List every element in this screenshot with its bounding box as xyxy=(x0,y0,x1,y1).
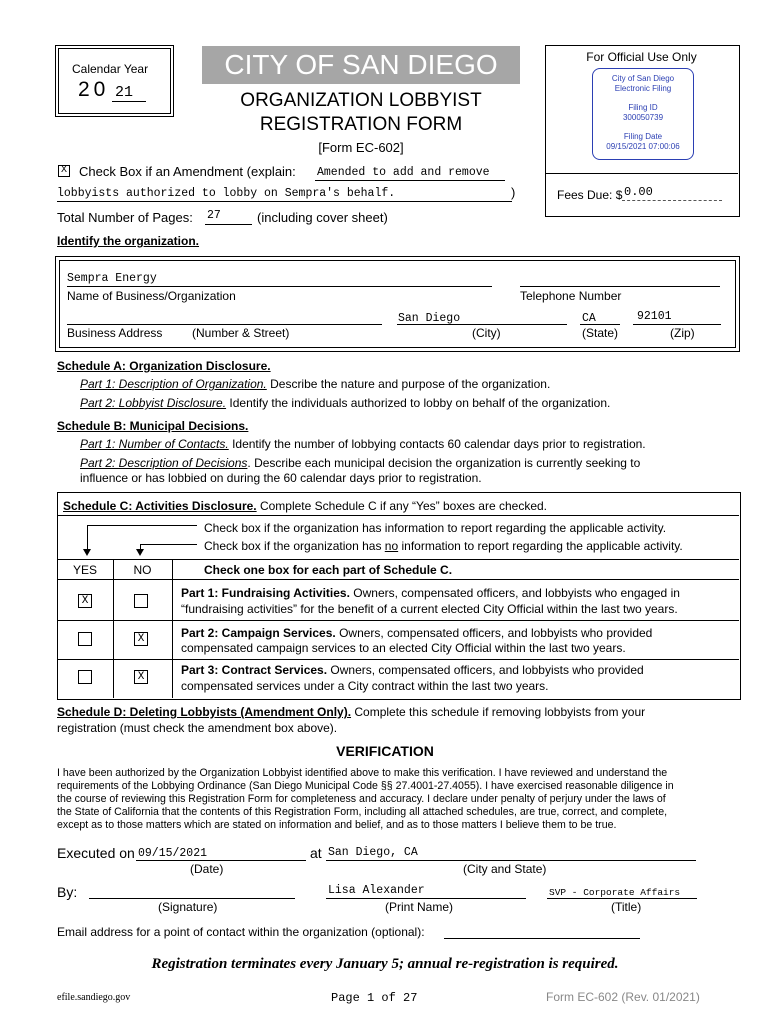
schedule-a-part1-title: Part 1: Description of Organization. xyxy=(80,377,267,391)
schedule-b-part1-text: Identify the number of lobbying contacts 60 calendar days prior to registration. xyxy=(228,437,646,451)
part2-line2: compensated campaign services to an elected City Official within the last two years. xyxy=(181,641,626,655)
part3-line2: compensated services under a City contract within the last two years. xyxy=(181,679,549,693)
schedule-c-title-text: Complete Schedule C if any “Yes” boxes are checked. xyxy=(256,499,548,513)
no-note xyxy=(204,539,683,553)
signature-line[interactable] xyxy=(89,898,295,899)
schedule-d-text1: Complete this schedule if removing lobbyists from your xyxy=(351,705,646,719)
zip-value[interactable]: 92101 xyxy=(637,310,672,323)
address-sub-label: (Number & Street) xyxy=(192,326,290,340)
no-note-no: no xyxy=(384,539,399,553)
part2-title: Part 2: Campaign Services. xyxy=(181,626,336,640)
schedule-b-part1-title: Part 1: Number of Contacts. xyxy=(80,437,229,451)
at-label: at xyxy=(310,845,322,861)
verification-line5: except as to those matters which are stated on information and belief, and as to those matters I believe them to be true. xyxy=(57,819,617,831)
state-value[interactable]: CA xyxy=(582,312,596,325)
org-name-label: Name of Business/Organization xyxy=(67,289,236,303)
schedule-b-title: Schedule B: Municipal Decisions. xyxy=(57,419,249,433)
part3-text1: Owners, compensated officers, and lobbyists who provided xyxy=(327,663,644,677)
schedule-b-part2 xyxy=(80,456,640,470)
part3-no-checkbox[interactable]: X xyxy=(134,670,148,684)
no-note-post: information to report regarding the applicable activity. xyxy=(398,539,683,553)
col-yes-header: YES xyxy=(72,563,97,577)
print-name-label: (Print Name) xyxy=(385,900,454,914)
city-line xyxy=(397,324,567,325)
city-value[interactable]: San Diego xyxy=(398,312,461,325)
email-label: Email address for a point of contact within the organization (optional): xyxy=(57,925,425,939)
part3-yes-checkbox[interactable] xyxy=(78,670,92,684)
zip-line xyxy=(633,324,721,325)
part2-text1: Owners, compensated officers, and lobbyists who provided xyxy=(335,626,653,640)
schedule-a-part2-title: Part 2: Lobbyist Disclosure. xyxy=(80,396,227,410)
phone-label: Telephone Number xyxy=(520,289,622,303)
schedule-d-title: Schedule D: Deleting Lobbyists (Amendment Only). xyxy=(57,705,352,719)
amendment-close: ) xyxy=(511,185,516,200)
form-code: [Form EC-602] xyxy=(318,140,404,155)
part1-no-checkbox[interactable] xyxy=(134,594,148,608)
executed-place[interactable]: San Diego, CA xyxy=(328,846,418,859)
address-line xyxy=(67,324,382,325)
amendment-line2-underline xyxy=(57,201,512,202)
verification-heading: VERIFICATION xyxy=(336,743,434,759)
total-pages-value[interactable]: 27 xyxy=(207,209,221,222)
official-use-divider xyxy=(545,173,738,174)
email-line[interactable] xyxy=(444,938,640,939)
fees-line xyxy=(622,200,722,201)
verification-line2: requirements of the Lobbying Ordinance (San Diego Municipal Code §§ 27.4001-27.4055). I have exercised reasonable diligence in xyxy=(57,780,674,792)
verification-line3: the course of reviewing this Registration Form for completeness and accuracy. I declare under penalty of perjury under the laws of xyxy=(57,793,666,805)
col-no-text-divider xyxy=(172,559,173,698)
state-line xyxy=(580,324,620,325)
zip-label: (Zip) xyxy=(670,326,695,340)
print-name-line xyxy=(326,898,526,899)
form-title-line1: ORGANIZATION LOBBYIST xyxy=(240,90,482,111)
stamp-line2: Electronic Filing xyxy=(614,84,672,93)
stamp-line1: City of San Diego xyxy=(611,74,675,83)
signature-label: (Signature) xyxy=(158,900,218,914)
schedule-c-title-divider xyxy=(57,515,739,516)
org-name-line xyxy=(67,286,492,287)
part1-yes-checkbox[interactable]: X xyxy=(78,594,92,608)
city-title: CITY OF SAN DIEGO xyxy=(202,46,520,84)
org-name-value[interactable]: Sempra Energy xyxy=(67,272,157,285)
year-prefix: 20 xyxy=(78,78,110,101)
total-pages-label: Total Number of Pages: xyxy=(57,210,193,225)
state-label: (State) xyxy=(582,326,619,340)
part1-line2: “fundraising activities” for the benefit of a current elected City Official within the last two years. xyxy=(181,602,678,616)
fees-value[interactable]: 0.00 xyxy=(624,185,653,199)
calendar-year-box-inner xyxy=(58,48,171,114)
col-yes-no-divider xyxy=(113,559,114,698)
filing-id-label: Filing ID xyxy=(628,103,658,112)
calendar-year-label: Calendar Year xyxy=(72,62,149,76)
total-pages-line xyxy=(205,224,252,225)
filing-date: 09/15/2021 07:00:06 xyxy=(606,142,680,151)
schedule-a-part1-text: Describe the nature and purpose of the organization. xyxy=(266,377,551,391)
col-instruction-header: Check one box for each part of Schedule C. xyxy=(204,563,453,577)
part2-no-checkbox[interactable]: X xyxy=(134,632,148,646)
footer-form-rev: Form EC-602 (Rev. 01/2021) xyxy=(546,990,700,1004)
phone-line xyxy=(520,286,720,287)
print-name-value[interactable]: Lisa Alexander xyxy=(328,884,425,897)
yes-arrow-line-v xyxy=(87,525,88,549)
schedule-c-title-row xyxy=(63,499,547,513)
amendment-explain-line1[interactable]: Amended to add and remove xyxy=(317,166,490,179)
schedule-d-text2: registration (must check the amendment box above). xyxy=(57,721,338,735)
schedule-b-part1 xyxy=(80,437,646,451)
footer-site[interactable]: efile.sandiego.gov xyxy=(57,992,131,1003)
year-value-line xyxy=(112,101,146,102)
verification-line1: I have been authorized by the Organization Lobbyist identified above to make this verification. I have reviewed and understand the xyxy=(57,767,668,779)
yes-arrow-line-h xyxy=(87,525,197,526)
verification-line4: the State of California that the contents of this Registration Form, including all attached schedules, are true, correct, and complete, xyxy=(57,806,668,818)
no-arrow-head-icon xyxy=(136,549,144,556)
by-label: By: xyxy=(57,884,78,900)
schedule-a-part2 xyxy=(80,396,610,410)
part1-title: Part 1: Fundraising Activities. xyxy=(181,586,350,600)
schedule-b-part2-text1: . Describe each municipal decision the organization is currently seeking to xyxy=(247,456,641,470)
yes-arrow-head-icon xyxy=(83,549,91,556)
footer-page: Page 1 of 27 xyxy=(331,991,418,1005)
place-label: (City and State) xyxy=(463,862,547,876)
schedule-a-part1 xyxy=(80,377,550,391)
row1-bottom-line xyxy=(57,620,739,621)
title-label: (Title) xyxy=(611,900,642,914)
total-pages-suffix: (including cover sheet) xyxy=(257,210,388,225)
form-title-line2: REGISTRATION FORM xyxy=(259,114,463,135)
header-row-top-line xyxy=(57,559,739,560)
filing-stamp xyxy=(592,68,694,160)
filing-id: 300050739 xyxy=(622,113,664,122)
filing-date-label: Filing Date xyxy=(623,132,663,141)
executed-date[interactable]: 09/15/2021 xyxy=(138,847,208,860)
amendment-label: Check Box if an Amendment (explain: xyxy=(79,164,296,179)
executed-date-line xyxy=(136,860,306,861)
col-no-header: NO xyxy=(133,563,152,577)
identify-org-heading: Identify the organization. xyxy=(57,234,200,248)
no-note-pre: Check box if the organization has xyxy=(204,539,385,553)
part2-yes-checkbox[interactable] xyxy=(78,632,92,646)
part1-text1: Owners, compensated officers, and lobbyists who engaged in xyxy=(349,586,680,600)
row2-bottom-line xyxy=(57,659,739,660)
schedule-b-part2-text2: influence or has lobbied on during the 60 calendar days prior to registration. xyxy=(80,471,482,485)
no-arrow-line-h xyxy=(140,544,197,545)
schedule-c-title: Schedule C: Activities Disclosure. xyxy=(63,499,257,513)
schedule-a-title: Schedule A: Organization Disclosure. xyxy=(57,359,271,373)
amendment-line1-underline xyxy=(315,180,505,181)
header-row-bottom-line xyxy=(57,579,739,580)
executed-label: Executed on xyxy=(57,845,135,861)
amendment-explain-line2[interactable]: lobbyists authorized to lobby on Sempra's behalf. xyxy=(57,187,396,200)
schedule-a-part2-text: Identify the individuals authorized to lobby on behalf of the organization. xyxy=(226,396,611,410)
year-value[interactable]: 21 xyxy=(115,84,134,101)
part1-line1 xyxy=(181,586,680,600)
executed-place-line xyxy=(326,860,696,861)
title-line xyxy=(547,898,697,899)
amendment-checkbox[interactable]: X xyxy=(58,165,70,177)
yes-note: Check box if the organization has information to report regarding the applicable activity. xyxy=(204,521,667,535)
official-use-label: For Official Use Only xyxy=(586,50,697,64)
part3-title: Part 3: Contract Services. xyxy=(181,663,328,677)
part2-line1 xyxy=(181,626,652,640)
address-label: Business Address xyxy=(67,326,163,340)
fees-label: Fees Due: $ xyxy=(557,188,623,202)
date-label: (Date) xyxy=(190,862,224,876)
registration-notice: Registration terminates every January 5; annual re-registration is required. xyxy=(151,956,619,972)
schedule-b-part2-title: Part 2: Description of Decisions xyxy=(80,456,248,470)
title-value[interactable]: SVP - Corporate Affairs xyxy=(549,887,681,898)
part3-line1 xyxy=(181,663,644,677)
city-label: (City) xyxy=(472,326,501,340)
schedule-d-line1 xyxy=(57,705,645,719)
